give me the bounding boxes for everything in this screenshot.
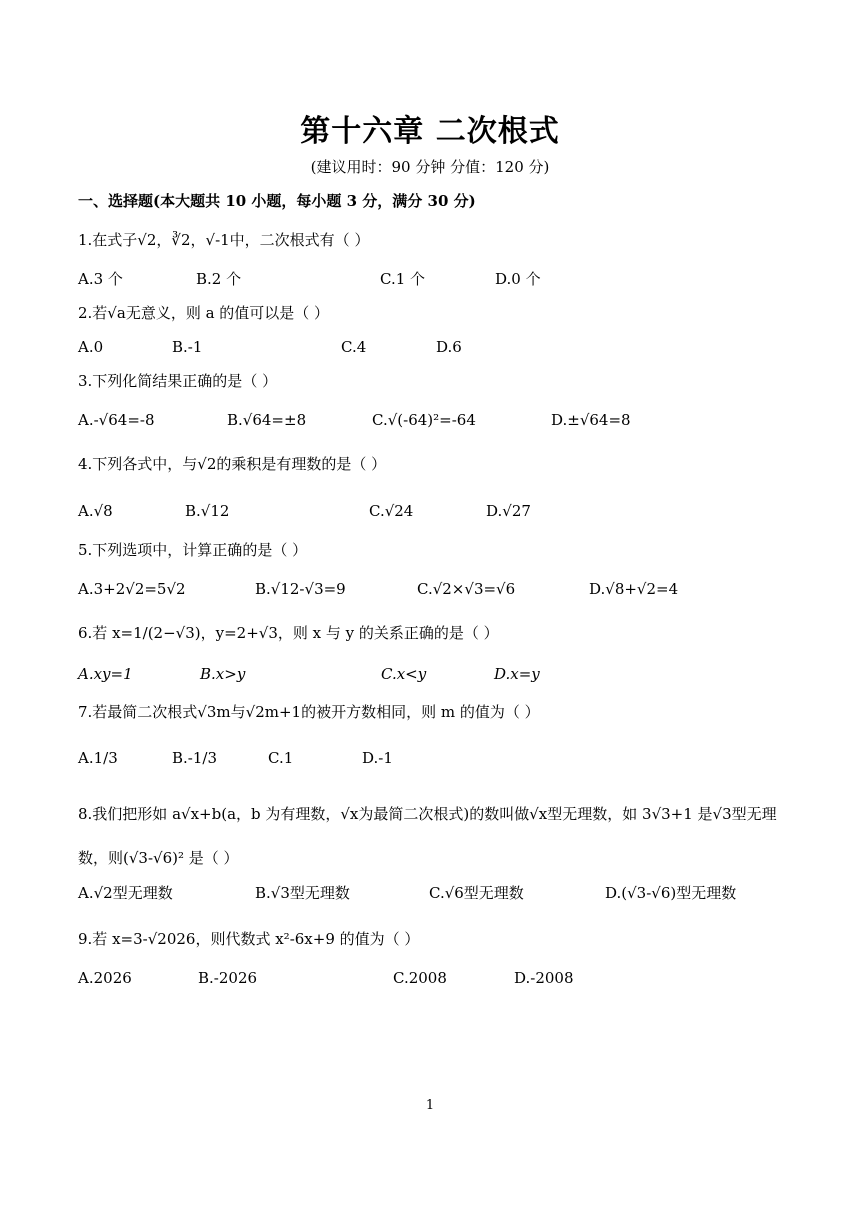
question-5-option-b: B.√12-√3=9 [255, 580, 346, 598]
question-2-stem: 2.若√a无意义，则 a 的值可以是（ ） [78, 304, 330, 322]
question-2-option-a: A.0 [78, 338, 104, 356]
question-8-option-c: C.√6型无理数 [429, 884, 524, 902]
question-7-option-c: C.1 [268, 749, 294, 767]
question-1-option-c: C.1 个 [380, 270, 426, 288]
question-6-option-a: A.xy=1 [78, 665, 133, 683]
page-subtitle: (建议用时：90 分钟 分值：120 分) [310, 158, 550, 176]
question-3-option-a: A.-√64=-8 [78, 411, 155, 429]
question-2-option-d: D.6 [436, 338, 462, 356]
question-1-stem: 1.在式子√2，∛2，√-1中，二次根式有（ ） [78, 231, 370, 249]
question-8-option-d: D.(√3-√6)型无理数 [605, 884, 737, 902]
question-9-option-a: A.2026 [78, 969, 132, 987]
question-7-option-a: A.1/3 [78, 749, 118, 767]
question-5-option-d: D.√8+√2=4 [589, 580, 679, 598]
question-4-option-d: D.√27 [486, 502, 531, 520]
question-4-stem: 4.下列各式中，与√2的乘积是有理数的是（ ） [78, 455, 387, 473]
question-3-option-b: B.√64=±8 [227, 411, 307, 429]
question-2-option-b: B.-1 [172, 338, 203, 356]
question-7-stem: 7.若最简二次根式√3m与√2m+1的被开方数相同，则 m 的值为（ ） [78, 703, 540, 721]
question-6-option-d: D.x=y [494, 665, 540, 683]
section-heading: 一、选择题(本大题共 10 小题，每小题 3 分，满分 30 分) [78, 192, 476, 210]
question-1-option-d: D.0 个 [495, 270, 541, 288]
question-1-option-b: B.2 个 [196, 270, 242, 288]
page-title: 第十六章 二次根式 [300, 114, 560, 149]
question-6-option-b: B.x>y [200, 665, 246, 683]
question-6-stem: 6.若 x=1/(2−√3)，y=2+√3，则 x 与 y 的关系正确的是（ ） [78, 624, 499, 642]
question-9-stem: 9.若 x=3-√2026，则代数式 x²-6x+9 的值为（ ） [78, 930, 420, 948]
question-4-option-c: C.√24 [369, 502, 414, 520]
question-5-option-a: A.3+2√2=5√2 [78, 580, 186, 598]
question-7-option-b: B.-1/3 [172, 749, 217, 767]
question-8-option-a: A.√2型无理数 [78, 884, 173, 902]
question-5-option-c: C.√2×√3=√6 [417, 580, 516, 598]
question-4-option-a: A.√8 [78, 502, 113, 520]
question-7-option-d: D.-1 [362, 749, 393, 767]
question-3-stem: 3.下列化简结果正确的是（ ） [78, 372, 278, 390]
question-1-option-a: A.3 个 [78, 270, 123, 288]
question-8-stem: 8.我们把形如 a√x+b(a，b 为有理数，√x为最简二次根式)的数叫做√x型无理数，如 3√3+1 是√3型无理数，则(√3-√6)² 是（ ） [78, 805, 777, 867]
question-5-stem: 5.下列选项中，计算正确的是（ ） [78, 541, 308, 559]
question-6-option-c: C.x<y [381, 665, 427, 683]
page-number: 1 [425, 1098, 435, 1113]
question-9-option-b: B.-2026 [198, 969, 258, 987]
question-8-option-b: B.√3型无理数 [255, 884, 350, 902]
question-2-option-c: C.4 [341, 338, 367, 356]
question-4-option-b: B.√12 [185, 502, 230, 520]
question-9-option-c: C.2008 [393, 969, 447, 987]
question-3-option-d: D.±√64=8 [551, 411, 631, 429]
question-3-option-c: C.√(-64)²=-64 [372, 411, 476, 429]
question-9-option-d: D.-2008 [514, 969, 574, 987]
